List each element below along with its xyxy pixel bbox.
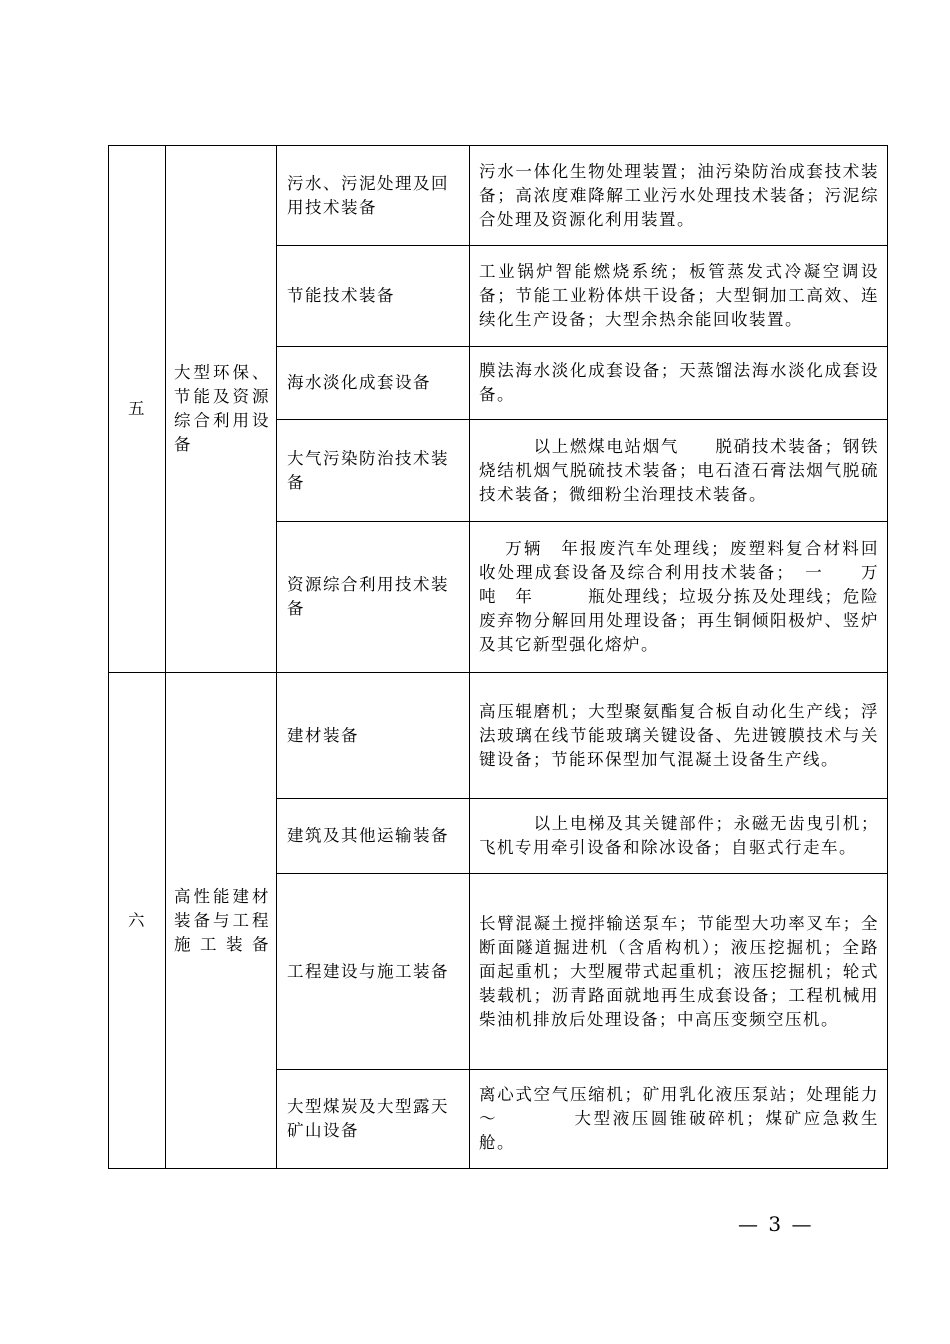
item-detail: 以上电梯及其关键部件；永磁无齿曳引机；飞机专用牵引设备和除冰设备；自驱式行走车。 (470, 799, 888, 874)
item-detail: 以上燃煤电站烟气 脱硝技术装备；钢铁烧结机烟气脱硫技术装备；电石渣石膏法烟气脱硫技术装备；微细粉尘治理技术装备。 (470, 420, 888, 522)
item-name: 大型煤炭及大型露天矿山设备 (277, 1070, 470, 1169)
item-name: 工程建设与施工装备 (277, 874, 470, 1070)
item-detail: 污水一体化生物处理装置；油污染防治成套技术装备；高浓度难降解工业污水处理技术装备；污泥综合处理及资源化利用装置。 (470, 146, 888, 246)
item-detail: 长臂混凝土搅拌输送泵车；节能型大功率叉车；全断面隧道掘进机（含盾构机）；液压挖掘机；全路面起重机；大型履带式起重机；液压挖掘机；轮式装载机；沥青路面就地再生成套设备；工程机械用柴油机排放后处理设备；中高压变频空压机。 (470, 874, 888, 1070)
item-name: 大气污染防治技术装备 (277, 420, 470, 522)
group-number: 六 (109, 673, 166, 1169)
item-name: 节能技术装备 (277, 246, 470, 347)
item-name: 建筑及其他运输装备 (277, 799, 470, 874)
group-number: 五 (109, 146, 166, 673)
item-name: 资源综合利用技术装备 (277, 522, 470, 673)
item-detail: 万辆 年报废汽车处理线；废塑料复合材料回收处理成套设备及综合利用技术装备； 一 万吨 年 瓶处理线；垃圾分拣及处理线；危险废弃物分解回用处理设备；再生铜倾阳极炉、竖炉及其它新型强化熔炉。 (470, 522, 888, 673)
group-category-text: 高性能建材装备与工程施工装备 (174, 886, 270, 954)
item-detail: 高压辊磨机；大型聚氨酯复合板自动化生产线；浮法玻璃在线节能玻璃关键设备、先进镀膜技术与关键设备；节能环保型加气混凝土设备生产线。 (470, 673, 888, 799)
group-category (166, 673, 277, 1169)
page-number: — 3 — (738, 1212, 814, 1236)
item-detail: 膜法海水淡化成套设备；天蒸馏法海水淡化成套设备。 (470, 347, 888, 420)
item-name: 建材装备 (277, 673, 470, 799)
item-name: 污水、污泥处理及回用技术装备 (277, 146, 470, 246)
item-detail: 离心式空气压缩机；矿用乳化液压泵站；处理能力 ～ 大型液压圆锥破碎机；煤矿应急救生舱。 (470, 1070, 888, 1169)
group-category (166, 146, 277, 673)
group-category-text: 大型环保、节能及资源综合利用设备 (174, 363, 270, 454)
item-detail: 工业锅炉智能燃烧系统；板管蒸发式冷凝空调设备；节能工业粉体烘干设备；大型铜加工高效、连续化生产设备；大型余热余能回收装置。 (470, 246, 888, 347)
table-row (109, 146, 888, 246)
equipment-catalog-table (108, 145, 915, 1169)
item-name: 海水淡化成套设备 (277, 347, 470, 420)
table-row (109, 673, 888, 799)
